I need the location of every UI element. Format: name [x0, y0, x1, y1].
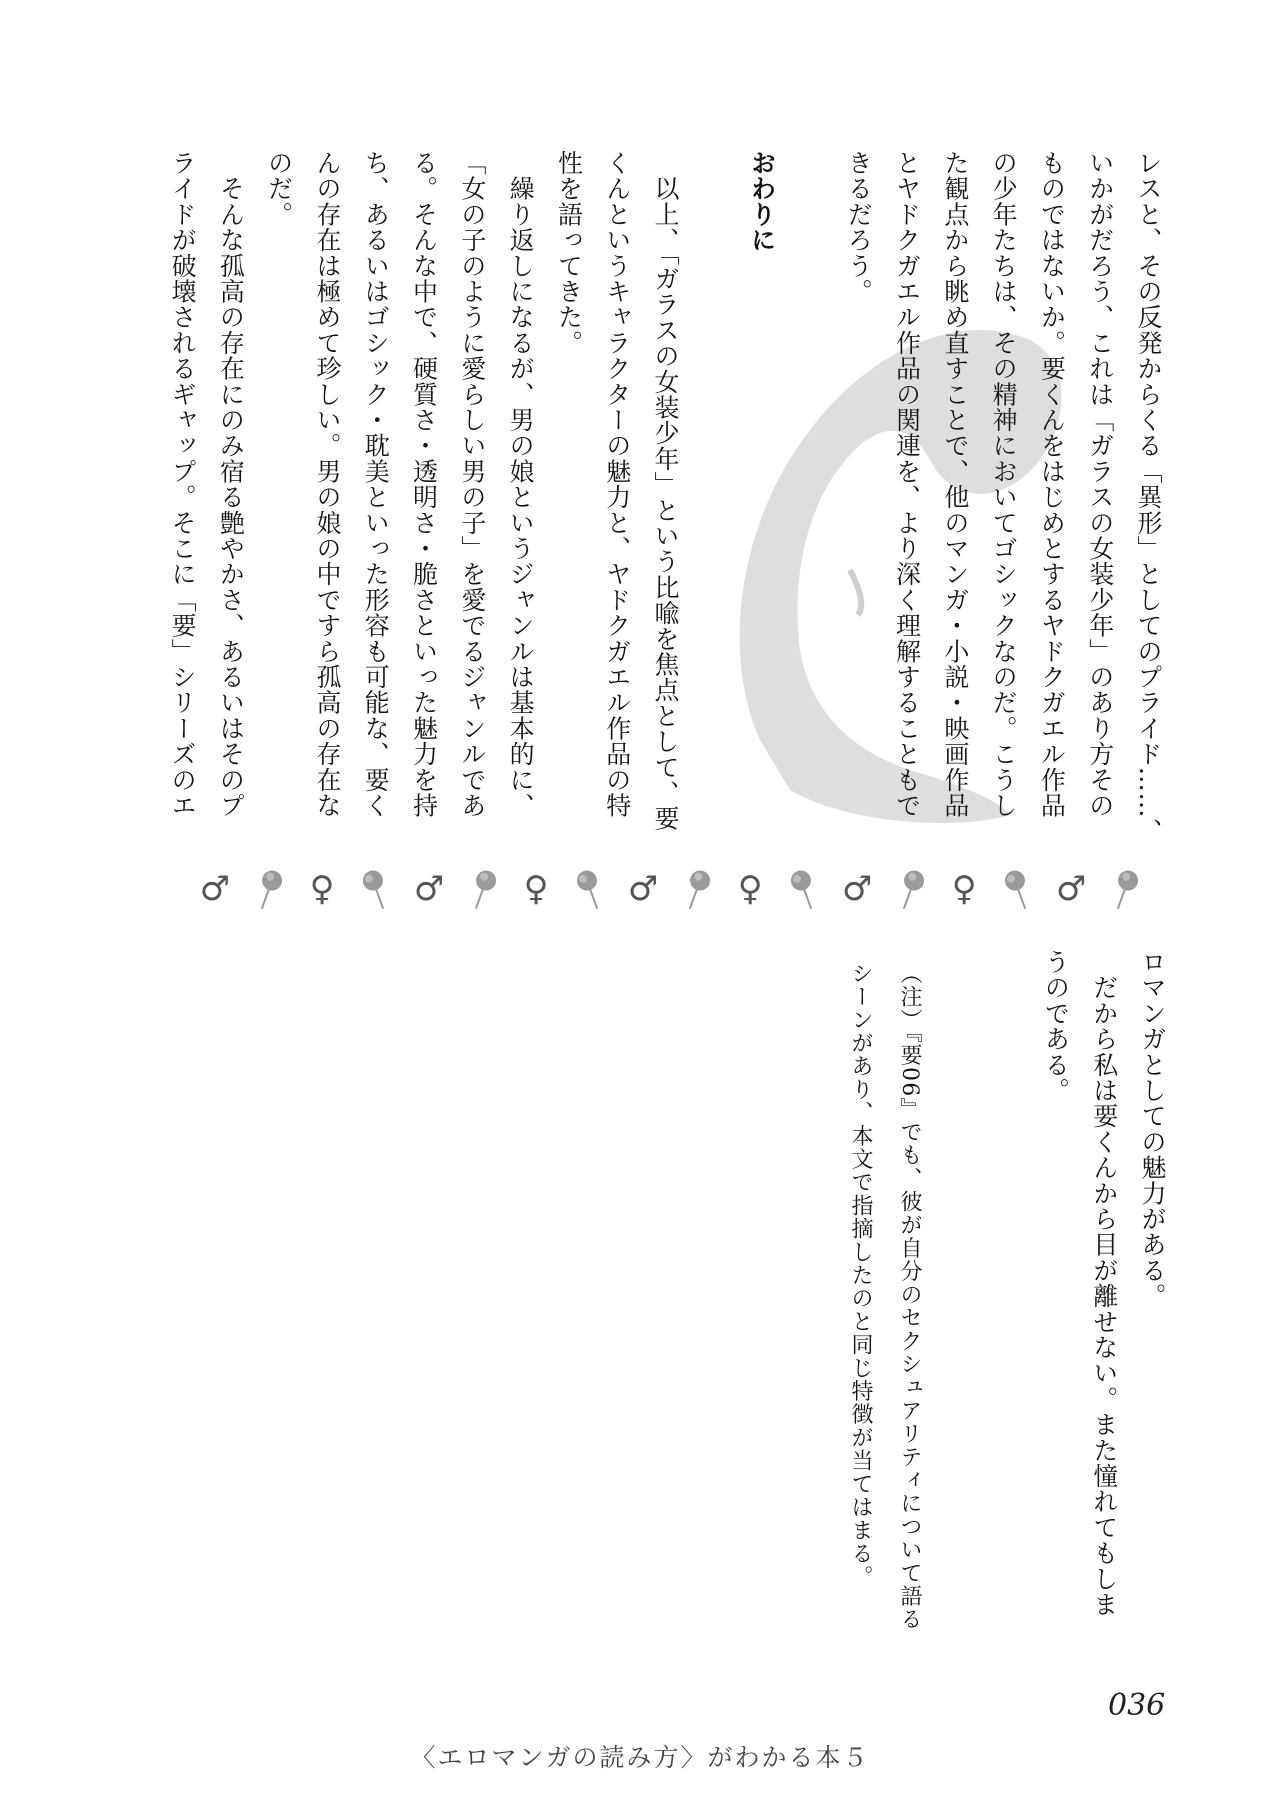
male-symbol-icon: ♂ [199, 869, 231, 909]
lollipop-icon [356, 867, 396, 911]
lollipop-icon [891, 867, 931, 911]
section-heading: おわりに [747, 150, 777, 253]
footnote-column: シーンがあり、本文で指摘したのと同じ特徴が当てはまる。 [848, 962, 873, 1589]
text-column: 性を語ってきた。 [554, 150, 584, 356]
footnote-column: （注）『要06』でも、彼が自分のセクシュアリティについて語る [897, 962, 922, 1631]
spacer [689, 150, 737, 890]
lollipop-icon [998, 867, 1038, 911]
text-column: きるだろう。 [844, 150, 874, 305]
text-column: ライドが破壊されるギャップ。そこに「要」シリーズのエ [168, 150, 198, 819]
lollipop-icon [570, 867, 610, 911]
text-column: くんというキャラクターの魅力と、ヤドクガエル作品の特 [602, 150, 632, 819]
running-footer: 〈エロマンガの読み方〉がわかる本５ [410, 1743, 870, 1772]
female-symbol-icon: ♀ [309, 869, 335, 909]
page-number: 036 [1108, 1688, 1166, 1723]
text-column: いかがだろう、これは「ガラスの女装少年」のあり方その [1085, 150, 1115, 819]
text-column: うのである。 [1041, 949, 1071, 1104]
text-column: 「女の子のように愛らしい男の子」を愛でるジャンルであ [457, 150, 487, 819]
footnote-block [836, 962, 934, 1682]
text-column: レスと、その反発からくる「異形」としてのプライド……、 [1134, 150, 1163, 844]
male-symbol-icon: ♂ [413, 869, 445, 909]
text-column: 繰り返しになるが、男の娘というジャンルは基本的に、 [506, 150, 536, 819]
text-column: の少年たちは、その精神においてゴシックなのだ。こうし [989, 150, 1019, 819]
upper-text-block [158, 150, 1172, 890]
lollipop-icon [1105, 867, 1145, 911]
lower-text-block [1031, 949, 1176, 1669]
female-symbol-icon: ♀ [737, 869, 763, 909]
male-symbol-icon: ♂ [1056, 869, 1087, 909]
text-column: ち、あるいはゴシック・耽美といった形容も可能な、要く [361, 150, 391, 819]
spacer [786, 150, 834, 890]
decorative-divider [195, 866, 1145, 912]
lollipop-icon [463, 867, 503, 911]
text-column: ロマンガとしての魅力がある。 [1138, 949, 1167, 1309]
female-symbol-icon: ♀ [951, 869, 977, 909]
lollipop-icon [249, 867, 289, 911]
text-column: た観点から眺め直すことで、他のマンガ・小説・映画作品 [940, 150, 970, 819]
text-column: る。そんな中で、硬質さ・透明さ・脆さといった魅力を持 [409, 150, 439, 819]
lollipop-icon [677, 867, 717, 911]
text-column: んの存在は極めて珍しい。男の娘の中ですら孤高の存在な [312, 150, 342, 819]
male-symbol-icon: ♂ [627, 869, 659, 909]
text-column: ものではないか。要くんをはじめとするヤドクガエル作品 [1037, 150, 1067, 819]
text-column: だから私は要くんから目が離せない。また憧れてもしま [1089, 949, 1119, 1618]
female-symbol-icon: ♀ [523, 869, 549, 909]
text-column: とヤドクガエル作品の関連を、より深く理解することもで [892, 150, 922, 819]
lollipop-icon [784, 867, 824, 911]
text-column: 以上、「ガラスの女装少年」という比喩を焦点として、要 [651, 150, 681, 832]
text-column: のだ。 [264, 150, 294, 228]
male-symbol-icon: ♂ [841, 869, 873, 909]
text-column: そんな孤高の存在にのみ宿る艶やかさ、あるいはそのプ [216, 150, 246, 819]
